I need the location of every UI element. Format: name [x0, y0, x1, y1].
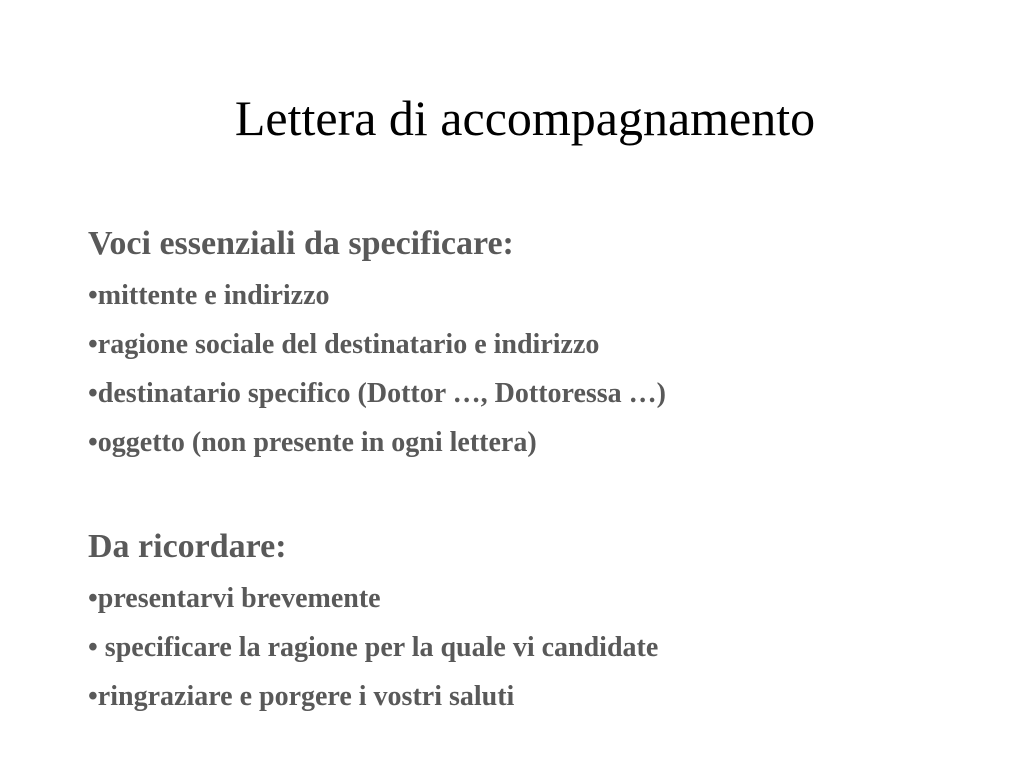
bullet-item: • specificare la ragione per la quale vi candidate: [88, 632, 659, 663]
bullet-item: •presentarvi brevemente: [88, 583, 381, 614]
bullet-item: •ragione sociale del destinatario e indirizzo: [88, 329, 600, 360]
slide-title: Lettera di accompagnamento: [234, 90, 816, 146]
section-heading: Voci essenziali da specificare:: [88, 225, 514, 262]
bullet-item: •mittente e indirizzo: [88, 280, 330, 311]
section-heading: Da ricordare:: [88, 528, 287, 565]
bullet-item: •oggetto (non presente in ogni lettera): [88, 427, 537, 458]
section-essential-items: [88, 224, 666, 467]
section-reminders: [88, 527, 658, 721]
bullet-item: •ringraziare e porgere i vostri saluti: [88, 681, 515, 712]
bullet-item: •destinatario specifico (Dottor …, Dottoressa …): [88, 378, 666, 409]
